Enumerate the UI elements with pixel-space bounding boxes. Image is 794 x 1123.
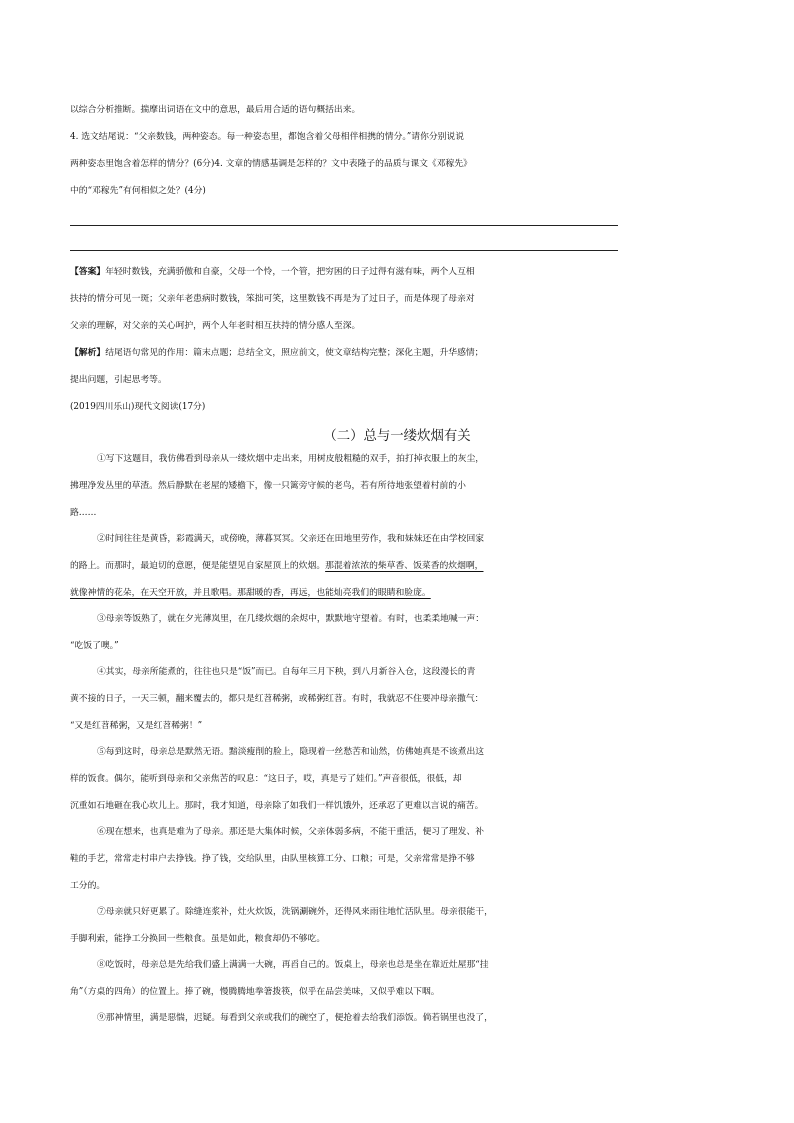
paragraph-line: ⑥现在想来，也真是难为了母亲。那还是大集体时候，父亲体弱多病，不能干重活，便习了理发、补 (97, 827, 485, 837)
text-line: 两种姿态里饱含着怎样的情分？(6分)4. 文章的情感基调是怎样的？文中表隆子的品质与课文《邓稼先》 (70, 159, 472, 169)
paragraph-line (70, 558, 730, 571)
text-line: 中的“邓稼先”有何相似之处？(4分) (70, 186, 206, 196)
paragraph-line: 角”（方桌的四角）的位置上。捧了碗，慢腾腾地拳箸拨筷，似乎在品尝美味，又似乎难以下咽。 (70, 987, 440, 997)
answer-text: 年轻时数钱，充满骄傲和自豪，父母一个怜，一个管，把穷困的日子过得有滋有味，两个人互相 (105, 267, 475, 277)
paragraph-line: ③母亲等饭熟了，就在夕光薄岚里，在几缕炊烟的余烬中，默默地守望着。有时，也柔柔地喊一声： (97, 614, 485, 624)
paragraph-line: ②时间往往是黄昏，彩霞满天，或傍晚，薄暮冥冥。父亲还在田地里劳作，我和妹妹还在由学校回家 (97, 534, 485, 544)
paragraph-line: “又是红苕稀粥，又是红苕稀粥！” (70, 721, 203, 731)
analysis-line (70, 345, 730, 358)
answer-line (70, 264, 730, 277)
paragraph-line: 手脚利索，能挣工分换回一些粮食。虽是如此，粮食却仍不够吃。 (70, 934, 326, 944)
answer-blank-line (70, 225, 618, 226)
passage-title: （二）总与一缕炊烟有关 (323, 429, 471, 444)
paragraph-line: ⑧吃饭时，母亲总是先给我们盛上满满一大碗，再舀自己的。饭桌上，母亲也总是坐在靠近灶屋那“挂 (97, 960, 489, 970)
analysis-tag: 【解析】 (70, 348, 106, 358)
paragraph-line: 工分的。 (70, 881, 106, 891)
underlined-sentence: 就像神情的花朵，在天空开放，并且歌唱。那甜暖的香，再远，也能灿亮我们的眼睛和脸庞。 (70, 588, 431, 598)
underlined-sentence: 那混着浓浓的柴草香、饭菜香的炊烟啊， (325, 561, 484, 571)
paragraph-line: ⑨那神情里，满是惡惴，迟疑。每看到父亲或我们的碗空了，便抢着去给我们添饭。倘若锅里也没了， (97, 1013, 493, 1023)
plain-text: 的路上。而那时，最迫切的意愿，便是能望见自家屋顶上的炊烟。 (70, 561, 326, 571)
question-4-line: 4. 选文结尾说：“父亲数钱，两种姿态。每一种姿态里，都饱含着父母相伴相携的情分。”请你分别说说 (70, 132, 465, 142)
paragraph-line: 路…… (70, 508, 97, 518)
analysis-line: 提出问题，引起思考等。 (70, 375, 167, 385)
paragraph-line: ⑤每到这时，母亲总是默然无语。黯淡瘦削的脸上，隐现着一丝愁苦和讪然，仿佛她真是不该煮出这 (97, 747, 485, 757)
paragraph-line: 沉重如石地砸在我心坎儿上。那时，我才知道，母亲除了如我们一样饥饿外，还承忍了更难以言说的痛苦。 (70, 801, 484, 811)
text-line: 以综合分析推断。揣摩出词语在文中的意思，最后用合适的语句概括出来。 (70, 105, 361, 115)
answer-blank-line (70, 250, 618, 251)
paragraph-line: 鞋的手艺，常常走村串户去挣钱。挣了钱，交给队里，由队里核算工分、口粮；可是，父亲常常是挣不够 (70, 854, 475, 864)
paragraph-line: ④其实，母亲所能煮的，往往也只是“饭”而已。自每年三月下秧，到八月新谷入仓，这段漫长的青 (97, 667, 476, 677)
answer-line: 扶持的情分可见一斑；父亲年老患病时数钱，笨拙可笑，这里数钱不再是为了过日子，而是体现了母亲对 (70, 294, 475, 304)
paragraph-line: 拂理净发丛里的草渣。然后静默在老屋的矮檐下，像一只篱旁守候的老鸟，若有所待地张望着村前的小 (70, 481, 466, 491)
paragraph-line: 黄不接的日子，一天三顿，翻来覆去的，都只是红苕稀粥，或稀粥红苕。有时，我就忍不住要冲母亲撒气： (70, 694, 484, 704)
paragraph-line: ⑦母亲就只好更累了。除缝连浆补，灶火炊饭，洗锅涮碗外，还得风来雨往地忙活队里。母亲很能干， (97, 907, 493, 917)
paragraph-line: ①写下这题目，我仿佛看到母亲从一缕炊烟中走出来，用树皮般粗糙的双手，拍打掉衣服上的灰尘， (97, 454, 485, 464)
paragraph-line: 样的饭食。偶尔，能听到母亲和父亲焦苦的叹息：“这日子，哎，真是亏了娃们。”声音很低，很低，却 (70, 774, 462, 784)
answer-line: 父亲的理解，对父亲的关心呵护，两个人年老时相互扶持的情分感人至深。 (70, 321, 361, 331)
answer-tag: 【答案】 (70, 267, 106, 277)
source-line: (2019四川乐山)现代文阅读(17分) (70, 402, 206, 412)
analysis-text: 结尾语句常见的作用：篇末点题；总结全文，照应前文，使文章结构完整；深化主题，升华感情； (105, 348, 484, 358)
paragraph-line: “吃饭了噢。” (70, 641, 119, 651)
